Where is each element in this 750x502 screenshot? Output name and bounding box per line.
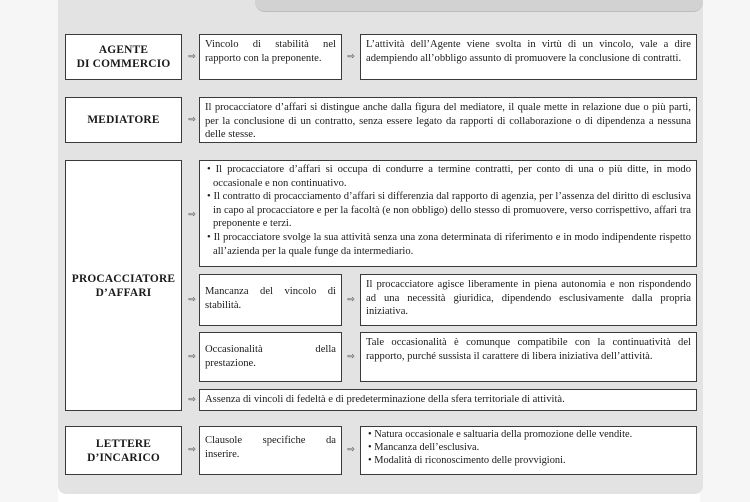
arrow-right-icon: ⇨ (188, 395, 196, 405)
procacciatore-occasionalita-text: Occasionalità della prestazione. (199, 332, 342, 382)
list-item: • Modalità di riconoscimento delle provvigioni. (366, 455, 691, 468)
label-procacciatore-d-affari: PROCACCIATORE D’AFFARI (65, 160, 182, 411)
page-margin-right (700, 0, 750, 502)
agente-vincolo-text: Vincolo di stabilità nel rapporto con la preponente. (199, 34, 342, 80)
arrow-right-icon: ⇨ (188, 352, 196, 362)
arrow-right-icon: ⇨ (347, 445, 355, 455)
arrow-right-icon: ⇨ (188, 210, 196, 220)
list-item: • Il contratto di procacciamento d’affari si differenzia dal rapporto di agenzia, per l’assenza del diritto di esclusiva in capo al procacciatore e per la facoltà (e non obbligo) dello stesso di promuovere, verso corrispettivo, affari tra preponente e terzi. (205, 190, 691, 231)
list-item: • Mancanza dell’esclusiva. (366, 442, 691, 455)
arrow-right-icon: ⇨ (347, 295, 355, 305)
arrow-right-icon: ⇨ (347, 352, 355, 362)
lettere-clausole-text: Clausole specifiche da inserire. (199, 426, 342, 475)
arrow-right-icon: ⇨ (188, 295, 196, 305)
procacciatore-bullet-list (205, 163, 691, 258)
label-lettere-d-incarico: LETTERE D’INCARICO (65, 426, 182, 475)
procacciatore-mancanza-vincolo-text: Mancanza del vincolo di stabilità. (199, 274, 342, 326)
procacciatore-continuativita-text: Tale occasionalità è comunque compatibile con la continuatività del rapporto, purché sussista il carattere di libera iniziativa dell’attività. (360, 332, 697, 382)
arrow-right-icon: ⇨ (188, 445, 196, 455)
procacciatore-autonomia-text: Il procacciatore agisce liberamente in piena autonomia e non rispondendo ad una necessità giuridica, dipendendo esclusivamente dalla propria iniziativa. (360, 274, 697, 326)
lettere-bullet-list (366, 429, 691, 467)
label-agente-di-commercio: AGENTE DI COMMERCIO (65, 34, 182, 80)
label-mediatore: MEDIATORE (65, 97, 182, 143)
arrow-right-icon: ⇨ (188, 115, 196, 125)
procacciatore-assenza-vincoli-text: Assenza di vincoli di fedeltà e di predeterminazione della sfera territoriale di attività. (199, 389, 697, 411)
mediatore-descrizione-text: Il procacciatore d’affari si distingue anche dalla figura del mediatore, il quale mette in relazione due o più parti, per la conclusione di un contratto, senza essere legato da rapporti di collaborazione o di dipendenza a nessuna delle stesse. (199, 97, 697, 143)
arrow-right-icon: ⇨ (347, 52, 355, 62)
procacciatore-caratteristiche-box (199, 160, 697, 267)
list-item: • Natura occasionale e saltuaria della promozione delle vendite. (366, 429, 691, 442)
list-item: • Il procacciatore svolge la sua attività senza una zona determinata di riferimento e in modo indipendente rispetto all’azienda per la quale funge da intermediario. (205, 231, 691, 258)
agente-descrizione-text: L’attività dell’Agente viene svolta in virtù di un vincolo, vale a dire adempiendo all’obbligo assunto di promuovere la conclusione di contratti. (360, 34, 697, 80)
list-item: • Il procacciatore d’affari si occupa di condurre a termine contratti, per conto di una o più ditte, in modo occasionale e non continuativo. (205, 163, 691, 190)
arrow-right-icon: ⇨ (188, 52, 196, 62)
page-margin-left (0, 0, 58, 502)
lettere-clausole-box (360, 426, 697, 475)
panel-top-tab (255, 0, 703, 12)
